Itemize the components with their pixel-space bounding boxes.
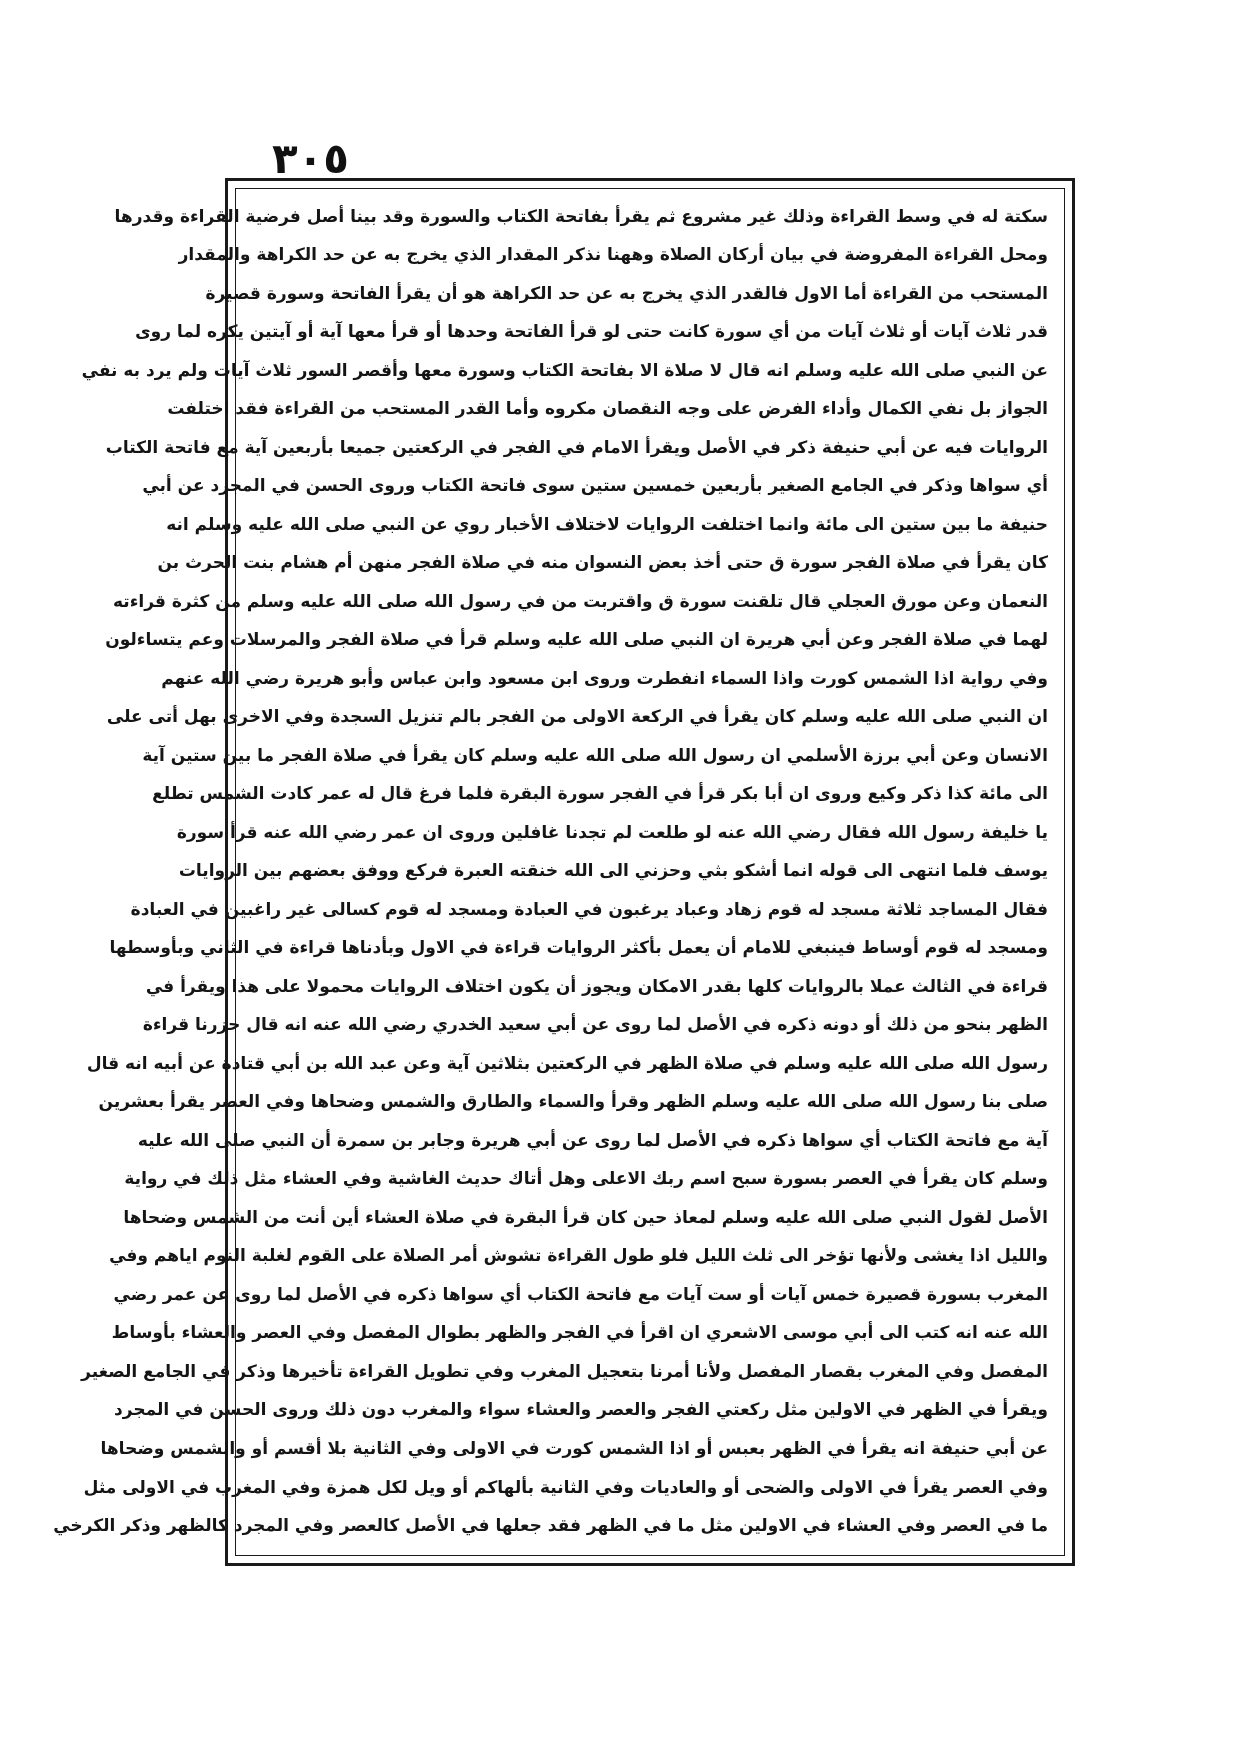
text-line bbox=[142, 469, 1048, 505]
text-line bbox=[123, 1200, 1048, 1236]
inner-border bbox=[53, 188, 1065, 1556]
text-line bbox=[81, 1354, 1048, 1390]
text-line bbox=[105, 430, 1048, 466]
text-line bbox=[178, 238, 1048, 274]
text-line bbox=[81, 353, 1048, 389]
text-line-content: سكتة له في وسط القراءة وذلك غير مشروع ثم يقرأ بفاتحة الكتاب والسورة وقد بينا أصل فرضية القراءة وقدرها bbox=[114, 206, 1048, 227]
text-line-content: صلى بنا رسول الله صلى الله عليه وسلم الظهر وقرأ والسماء والطارق والشمس وضحاها وفي العصر يقرأ بعشرين bbox=[98, 1092, 1048, 1113]
text-line-content: أي سواها وذكر في الجامع الصغير بأربعين خمسين ستين سوى فاتحة الكتاب وروى الحسن في المجرد عن أبي bbox=[142, 476, 1048, 497]
text-line bbox=[157, 546, 1048, 582]
text-line bbox=[114, 199, 1048, 235]
text-line bbox=[106, 700, 1048, 736]
text-line-content: قراءة في الثالث عملا بالروايات كلها بقدر الامكان ويجوز أن يكون اختلاف الروايات محمولا على هذا ويقرأ في bbox=[145, 976, 1048, 997]
text-line-content: المستحب من القراءة أما الاول فالقدر الذي يخرج به عن حد الكراهة هو أن يقرأ الفاتحة وسورة قصيرة bbox=[205, 283, 1048, 304]
text-line bbox=[98, 1085, 1048, 1121]
text-line-content: ومسجد له قوم أوساط فينبغي للامام أن يعمل بأكثر الروايات قراءة في الاول وبأدناها قراءة في الثاني وبأوسطها bbox=[109, 938, 1048, 959]
text-line bbox=[178, 854, 1048, 890]
text-line bbox=[109, 1239, 1048, 1275]
text-line-content: كان يقرأ في صلاة الفجر سورة ق حتى أخذ بعض النسوان منه في صلاة الفجر منهن أم هشام بنت الحرث بن bbox=[157, 553, 1048, 574]
text-line-content: حنيفة ما بين ستين الى مائة وانما اختلفت الروايات لاختلاف الأخبار روي عن النبي صلى الله عليه وسلم انه bbox=[166, 514, 1048, 535]
text-line bbox=[176, 815, 1048, 851]
text-line bbox=[205, 276, 1048, 312]
text-line bbox=[105, 623, 1048, 659]
text-line-content: الجواز بل نفي الكمال وأداء الفرض على وجه النقصان مكروه وأما القدر المستحب من القراءة فقد اختلفت bbox=[167, 399, 1048, 420]
text-line-content: الروايات فيه عن أبي حنيفة ذكر في الأصل ويقرأ الامام في الفجر في الركعتين جميعا بأربعين آية مع فاتحة الكتاب bbox=[105, 437, 1048, 458]
text-line bbox=[135, 315, 1048, 351]
text-line-content: ويقرأ في الظهر في الاولين مثل ركعتي الفجر والعصر والعشاء سواء والمغرب دون ذلك وروى الحسن في المجرد bbox=[114, 1400, 1048, 1421]
text-line-content: فقال المساجد ثلاثة مسجد له قوم زهاد وعباد يرغبون في العبادة ومسجد له قوم كسالى غير راغبين في العبادة bbox=[130, 899, 1048, 920]
text-line-content: وفي العصر يقرأ في الاولى والضحى أو والعاديات وفي الثانية بألهاكم أو ويل لكل همزة وفي المغرب في الاولى مثل bbox=[83, 1477, 1048, 1498]
text-line-content: وسلم كان يقرأ في العصر بسورة سبح اسم ربك الاعلى وهل أتاك حديث الغاشية وفي العشاء مثل ذلك في رواية bbox=[124, 1169, 1048, 1190]
text-line bbox=[86, 1046, 1048, 1082]
text-line bbox=[83, 1470, 1048, 1506]
text-line bbox=[166, 507, 1048, 543]
text-line bbox=[113, 584, 1048, 620]
text-line-content: ان النبي صلى الله عليه وسلم كان يقرأ في الركعة الاولى من الفجر بالم تنزيل السجدة وفي الاخرى بهل أتى على bbox=[106, 707, 1048, 728]
text-line-content: وفي رواية اذا الشمس كورت واذا السماء انفطرت وروى ابن مسعود وابن عباس وأبو هريرة رضي الله عنهم bbox=[161, 668, 1048, 689]
text-line-content: يوسف فلما انتهى الى قوله انما أشكو بثي وحزني الى الله خنقته العبرة فركع ووفق بعضهم بين الروايات bbox=[178, 861, 1048, 882]
text-line bbox=[109, 931, 1048, 967]
text-line-content: المفصل وفي المغرب بقصار المفصل ولأنا أمرنا بتعجيل المغرب وفي تطويل القراءة تأخيرها وذكر في الجامع الصغير bbox=[81, 1361, 1048, 1382]
text-line-content: والليل اذا يغشى ولأنها تؤخر الى ثلث الليل فلو طول القراءة تشوش أمر الصلاة على القوم لغلبة النوم اياهم وفي bbox=[109, 1246, 1048, 1267]
page-border bbox=[53, 178, 1075, 1566]
text-line bbox=[142, 738, 1048, 774]
text-line-content: عن النبي صلى الله عليه وسلم انه قال لا صلاة الا بفاتحة الكتاب وسورة معها وأقصر السور ثلاث آيات ولم يرد به نفي bbox=[81, 360, 1048, 381]
text-line-content: يا خليفة رسول الله فقال رضي الله عنه لو طلعت لم تجدنا غافلين وروى ان عمر رضي الله عنه قرأ سورة bbox=[176, 822, 1048, 843]
text-line bbox=[114, 1393, 1048, 1429]
text-line-content: ومحل القراءة المفروضة في بيان أركان الصلاة وههنا نذكر المقدار الذي يخرج به عن حد الكراهة والمقدار bbox=[178, 245, 1048, 266]
text-line-content: آية مع فاتحة الكتاب أي سواها ذكره في الأصل لما روى عن أبي هريرة وجابر بن سمرة أن النبي صلى الله عليه bbox=[137, 1130, 1048, 1151]
text-line-content: المغرب بسورة قصيرة خمس آيات أو ست آيات مع فاتحة الكتاب أي سواها ذكره في الأصل لما روى عن عمر رضي bbox=[113, 1284, 1048, 1305]
text-line-content: لهما في صلاة الفجر وعن أبي هريرة ان النبي صلى الله عليه وسلم قرأ في صلاة الفجر والمرسلات وعم يتساءلون bbox=[105, 630, 1048, 651]
text-line-content: قدر ثلاث آيات أو ثلاث آيات من أي سورة كانت حتى لو قرأ الفاتحة وحدها أو قرأ معها آية أو آيتين يكره لما روى bbox=[135, 322, 1048, 343]
text-line bbox=[137, 1123, 1048, 1159]
text-line-content: الى مائة كذا ذكر وكيع وروى ان أبا بكر قرأ في الفجر سورة البقرة فلما فرغ قال له عمر كادت الشمس تطلع bbox=[152, 784, 1048, 805]
page-number: ٣٠٥ bbox=[272, 134, 349, 183]
text-line-content: رسول الله صلى الله عليه وسلم في صلاة الظهر في الركعتين بثلاثين آية وعن عبد الله بن أبي قتادة عن أبيه انه قال bbox=[86, 1053, 1048, 1074]
text-line bbox=[142, 1008, 1048, 1044]
text-line bbox=[130, 892, 1048, 928]
text-line-content: عن أبي حنيفة انه يقرأ في الظهر بعبس أو اذا الشمس كورت في الاولى وفي الثانية بلا أقسم أو والشمس وضحاها bbox=[100, 1439, 1048, 1459]
text-line bbox=[53, 1509, 1048, 1545]
text-line bbox=[100, 1432, 1048, 1468]
text-line bbox=[111, 1316, 1048, 1352]
text-line bbox=[167, 392, 1048, 428]
text-line-content: النعمان وعن مورق العجلي قال تلقنت سورة ق واقتربت من في رسول الله صلى الله عليه وسلم من كثرة قراءته bbox=[113, 591, 1048, 612]
text-line bbox=[145, 969, 1048, 1005]
text-line bbox=[113, 1277, 1048, 1313]
text-line-content: الله عنه انه كتب الى أبي موسى الاشعري ان اقرأ في الفجر والظهر بطوال المفصل وفي العصر والعشاء بأوساط bbox=[111, 1323, 1048, 1344]
text-line bbox=[161, 661, 1048, 697]
text-line-content: الظهر بنحو من ذلك أو دونه ذكره في الأصل لما روى عن أبي سعيد الخدري رضي الله عنه انه قال حزرنا قراءة bbox=[142, 1015, 1048, 1036]
text-line-content: الأصل لقول النبي صلى الله عليه وسلم لمعاذ حين كان قرأ البقرة في صلاة العشاء أين أنت من الشمس وضحاها bbox=[123, 1207, 1048, 1228]
text-line bbox=[124, 1162, 1048, 1198]
text-line-content: ما في العصر وفي العشاء في الاولين مثل ما في الظهر فقد جعلها في الأصل كالعصر وفي المجرد كالظهر وذكر الكرخي bbox=[53, 1516, 1048, 1537]
text-line bbox=[152, 777, 1048, 813]
text-line-content: الانسان وعن أبي برزة الأسلمي ان رسول الله صلى الله عليه وسلم كان يقرأ في صلاة الفجر ما بين ستين آية bbox=[142, 745, 1048, 766]
text-body bbox=[53, 199, 1048, 1545]
